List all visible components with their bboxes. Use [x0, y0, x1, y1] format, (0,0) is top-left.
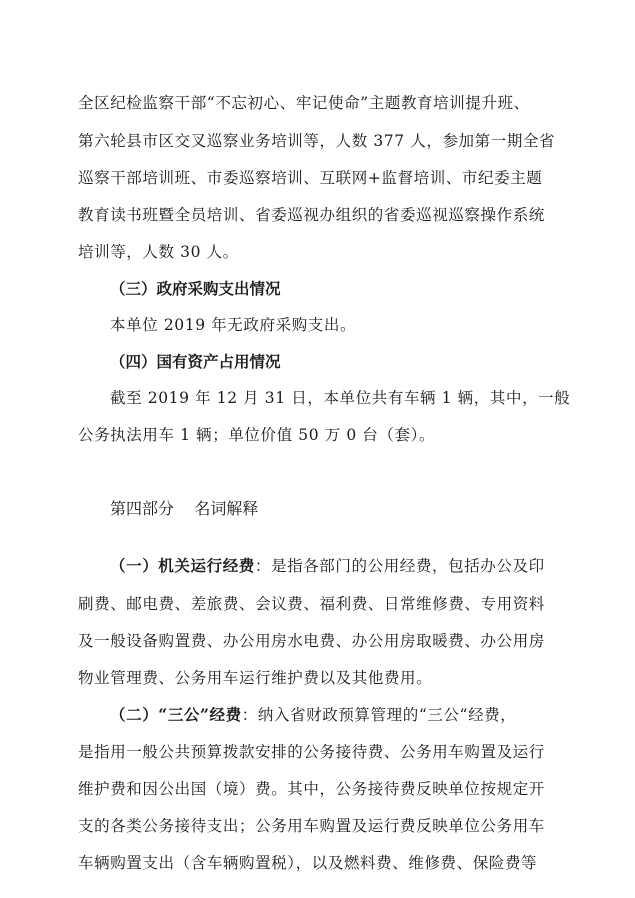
part-title: 第四部分 名词解释 [110, 499, 259, 518]
section-body: 截至 2019 年 12 月 31 日，本单位共有车辆 1 辆，其中，一般 [110, 389, 571, 407]
paragraph-line: 是指用一般公共预算拨款安排的公务接待费、公务用车购置及运行 [78, 743, 545, 761]
paragraph-line: 及一般设备购置费、办公用房水电费、办公用房取暖费、办公用房 [78, 632, 545, 650]
term-label: （二）“三公”经费 [110, 705, 242, 724]
paragraph-line: 车辆购置支出（含车辆购置税），以及燃料费、维修费、保险费等 [78, 854, 538, 872]
term-first-line [110, 705, 568, 725]
paragraph-line: 维护费和因公出国（境）费。其中，公务接待费反映单位按规定开 [78, 780, 545, 798]
term-text: ：是指各部门的公用经费，包括办公及印 [254, 557, 545, 575]
paragraph-line: 物业管理费、公务用车运行维护费以及其他费用。 [78, 669, 433, 687]
term-label: （一）机关运行经费 [110, 556, 255, 575]
paragraph-line: 巡察干部培训班、市委巡察培训、互联网+监督培训、市纪委主题 [78, 169, 543, 187]
paragraph-line: 刷费、邮电费、差旅费、会议费、福利费、日常维修费、专用资料 [78, 595, 545, 613]
section-body: 公务执法用车 1 辆；单位价值 50 万 0 台（套）。 [78, 426, 436, 444]
section-heading: （四）国有资产占用情况 [110, 353, 281, 371]
paragraph-line: 支的各类公务接待支出；公务用车购置及运行费反映单位公务用车 [78, 817, 545, 835]
paragraph-line: 教育读书班暨全员培训、省委巡视办组织的省委巡视巡察操作系统 [78, 206, 545, 224]
section-heading: （三）政府采购支出情况 [110, 280, 281, 298]
paragraph-line: 第六轮县市区交叉巡察业务培训等，人数 377 人，参加第一期全省 [78, 132, 556, 150]
section-body: 本单位 2019 年无政府采购支出。 [110, 316, 357, 334]
paragraph-line: 全区纪检监察干部“不忘初心、牢记使命”主题教育培训提升班、 [78, 94, 530, 112]
term-text: ：纳入省财政预算管理的“三公“经费， [241, 706, 517, 724]
term-first-line [110, 556, 568, 576]
paragraph-line: 培训等，人数 30 人。 [78, 243, 239, 261]
